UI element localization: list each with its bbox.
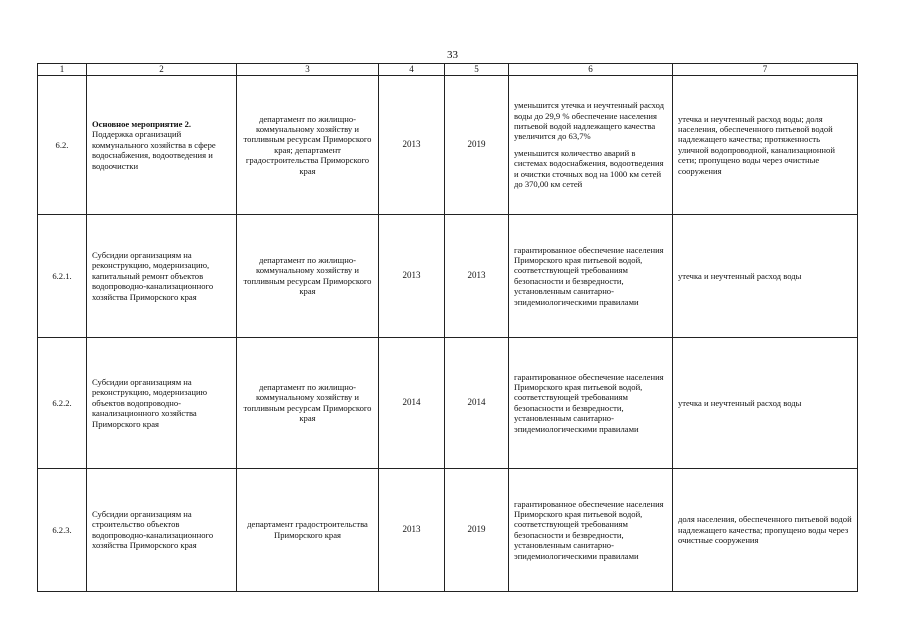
measure-title-text: Поддержка организаций коммунального хозяйства в сфере водоснабжения, водоотведения и водоочистки [92, 129, 216, 171]
row-number: 6.2.1. [38, 214, 87, 337]
indicator: доля населения, обеспеченного питьевой водой надлежащего качества; пропущено воды через очистные сооружения [673, 468, 858, 591]
table-row [38, 337, 858, 468]
executor: департамент градостроительства Приморского края [237, 468, 379, 591]
end-year: 2013 [445, 214, 509, 337]
page-number: 33 [447, 49, 458, 61]
expected-result: гарантированное обеспечение населения Приморского края питьевой водой, соответствующей требованиям безопасности и безвредности, установленным санитарно-эпидемиологическими правилами [509, 214, 673, 337]
header-row [38, 64, 858, 76]
executor: департамент по жилищно-коммунальному хозяйству и топливным ресурсам Приморского края; департамент градостроительства Приморского края [237, 75, 379, 214]
measure-title: Субсидии организациям на реконструкцию, модернизацию объектов водопроводно-канализационного хозяйства Приморского края [87, 337, 237, 468]
row-number: 6.2.2. [38, 337, 87, 468]
end-year: 2019 [445, 468, 509, 591]
end-year: 2019 [445, 75, 509, 214]
header-cell: 1 [38, 64, 87, 76]
expected-result-text: уменьшится утечка и неучтенный расход воды до 29,9 % обеспечение населения питьевой водой надлежащего качества увеличится до 63,7% [514, 100, 664, 142]
start-year: 2013 [379, 468, 445, 591]
end-year: 2014 [445, 337, 509, 468]
header-cell: 7 [673, 64, 858, 76]
executor: департамент по жилищно-коммунальному хозяйству и топливным ресурсам Приморского края [237, 214, 379, 337]
measure-title: Субсидии организациям на строительство объектов водопроводно-канализационного хозяйства Приморского края [87, 468, 237, 591]
indicator: утечка и неучтенный расход воды; доля населения, обеспеченного питьевой водой надлежащего качества; протяженность уличной водопроводной, канализационной сети; пропущено воды через очистные сооружения [673, 75, 858, 214]
header-cell: 6 [509, 64, 673, 76]
header-cell: 2 [87, 64, 237, 76]
table-row [38, 214, 858, 337]
row-number: 6.2.3. [38, 468, 87, 591]
header-cell: 4 [379, 64, 445, 76]
indicator: утечка и неучтенный расход воды [673, 214, 858, 337]
expected-result: гарантированное обеспечение населения Приморского края питьевой водой, соответствующей требованиям безопасности и безвредности, установленным санитарно-эпидемиологическими правилами [509, 468, 673, 591]
expected-result: гарантированное обеспечение населения Приморского края питьевой водой, соответствующей требованиям безопасности и безвредности, установленным санитарно-эпидемиологическими правилами [509, 337, 673, 468]
expected-result [509, 75, 673, 214]
measure-title: Субсидии организациям на реконструкцию, модернизацию, капитальный ремонт объектов водопроводно-канализационного хозяйства Приморского края [87, 214, 237, 337]
measure-title-bold: Основное мероприятие 2. [92, 118, 192, 129]
start-year: 2014 [379, 337, 445, 468]
table-row [38, 75, 858, 214]
header-cell: 5 [445, 64, 509, 76]
expected-result-text-2: уменьшится количество аварий в системах водоснабжения, водоотведения и очистки сточных вод на 1000 км сетей до 370,00 км сетей [514, 147, 664, 190]
table-row [38, 468, 858, 591]
measure-title [87, 75, 237, 214]
indicator: утечка и неучтенный расход воды [673, 337, 858, 468]
row-number: 6.2. [38, 75, 87, 214]
start-year: 2013 [379, 214, 445, 337]
start-year: 2013 [379, 75, 445, 214]
executor: департамент по жилищно-коммунальному хозяйству и топливным ресурсам Приморского края [237, 337, 379, 468]
measures-table [37, 63, 858, 592]
header-cell: 3 [237, 64, 379, 76]
